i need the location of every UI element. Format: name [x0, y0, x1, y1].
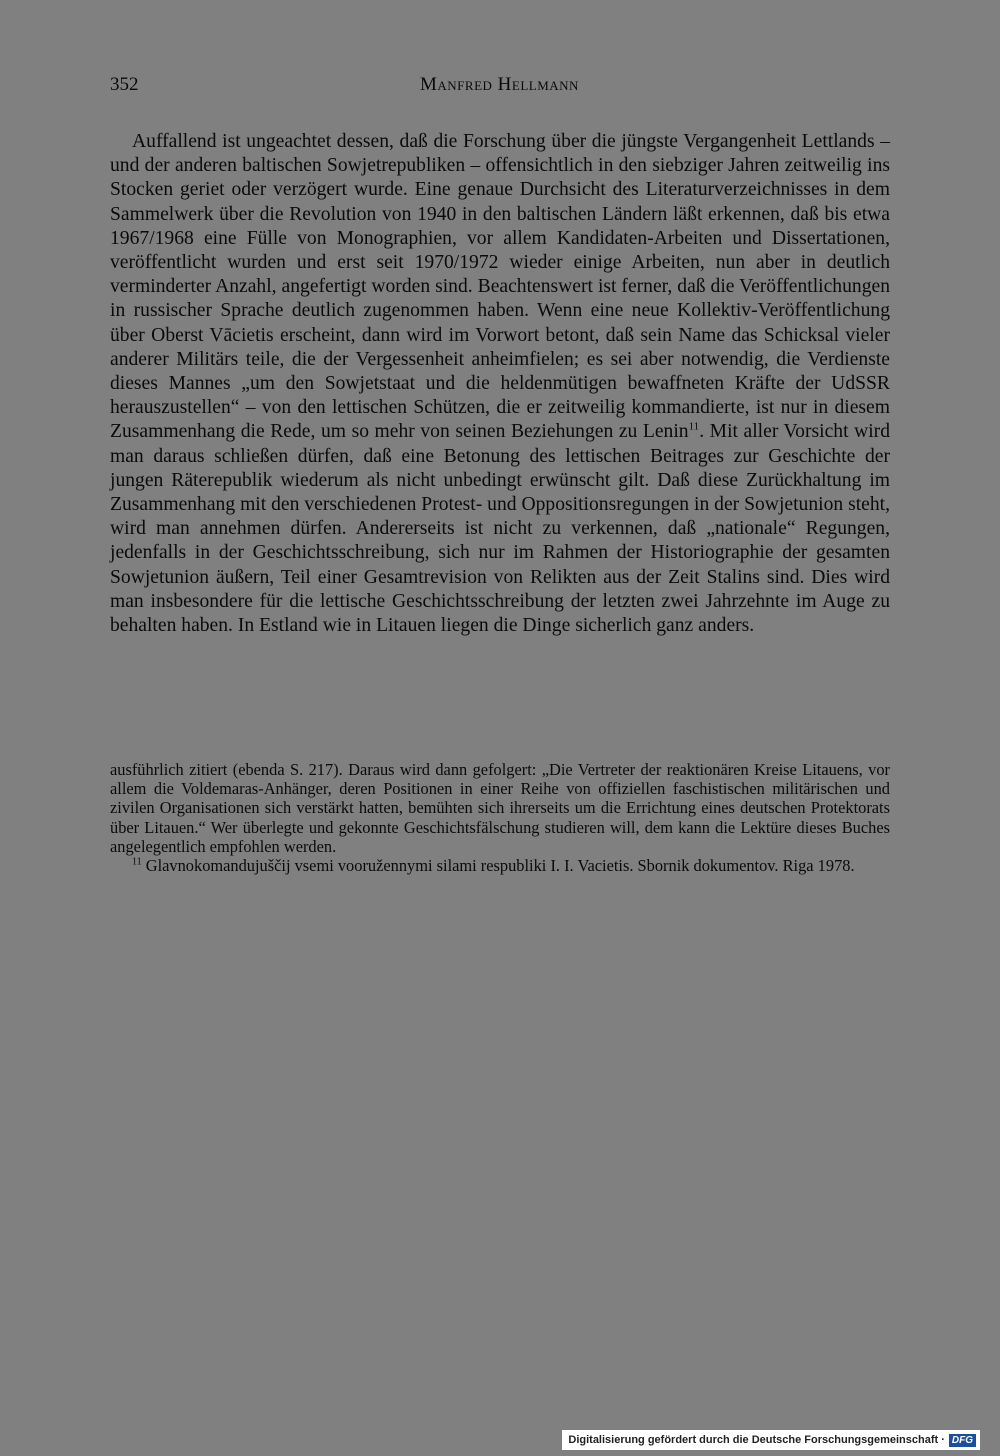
footnote-11 [110, 856, 890, 875]
paragraph-text-part-1: Auffallend ist ungeachtet dessen, daß die Forschung über die jüngste Vergangenheit Lettlands – und der anderen baltischen Sowjetrepubliken – offensichtlich in den siebziger Jahren zeitweilig ins Stocken geriet oder verzögert wurde. Eine genaue Durchsicht des Literaturverzeichnisses in dem Sammelwerk über die Revolution von 1940 in den baltischen Ländern läßt erkennen, daß bis etwa 1967/1968 eine Fülle von Monographien, vor allem Kandidaten-Arbeiten und Dissertationen, veröffentlicht wurden und erst seit 1970/1972 wieder einige Arbeiten, nun aber in deutlich verminderter Anzahl, angefertigt worden sind. Beachtenswert ist ferner, daß die Veröffentlichungen in russischer Sprache deutlich zugenommen haben. Wenn eine neue Kollektiv-Veröffentlichung über Oberst Vācietis erscheint, dann wird im Vorwort betont, daß sein Name das Schicksal vieler anderer Militärs teile, die der Vergessenheit anheimfielen; es sei aber notwendig, die Verdienste dieses Mannes „um den Sowjetstaat und die heldenmütigen bewaffneten Kräfte der UdSSR herauszustellen“ – von den lettischen Schützen, die er zeitweilig kommandierte, ist nur in diesem Zusammenhang die Rede, um so mehr von seinen Beziehungen zu Lenin [110, 131, 890, 443]
page-number: 352 [110, 74, 139, 95]
banner-text: Digitalisierung gefördert durch die Deutsche Forschungsgemeinschaft · [568, 1434, 945, 1446]
digitization-banner [562, 1430, 980, 1450]
footnote-text: Glavnokomandujuščij vsemi vooružennymi silami respubliki I. I. Vacietis. Sbornik dokumentov. Riga 1978. [145, 856, 855, 876]
main-text [110, 130, 890, 638]
footnote-continuation: ausführlich zitiert (ebenda S. 217). Daraus wird dann gefolgert: „Die Vertreter der reaktionären Kreise Litauens, vor allem die Voldemaras-Anhänger, deren Positionen in einer Reihe von offiziellen faschistischen militärischen und zivilen Organisationen sich verstärkt hatten, bemühten sich ihrerseits um die Errichtung eines deutschen Protektorats über Litauen.“ Wer überlegte und gekonnte Geschichtsfälschung studieren will, dem kann die Lektüre dieses Buches angelegentlich empfohlen werden. [110, 760, 890, 856]
dfg-logo-icon: DFG [949, 1434, 976, 1447]
footnotes [110, 760, 890, 875]
footnote-marker: 11 [132, 856, 142, 868]
paragraph [110, 130, 890, 638]
running-head: Manfred Hellmann [420, 74, 579, 95]
paragraph-text-part-2: . Mit aller Vorsicht wird man daraus schließen dürfen, daß eine Betonung des lettischen Beitrages zur Geschichte der jungen Räterepublik wiederum als nicht unbedingt erwünscht gilt. Daß diese Zurückhaltung im Zusammenhang mit den verschiedenen Protest- und Oppositionsregungen in der Sowjetunion steht, wird man annehmen dürfen. Andererseits ist nicht zu verkennen, daß „nationale“ Regungen, jedenfalls in der Geschichtsschreibung, sich nur im Rahmen der Historiographie der gesamten Sowjetunion äußern, Teil einer Gesamtrevision von Relikten aus der Zeit Stalins sind. Dies wird man insbesondere für die lettische Geschichtsschreibung der letzten zwei Jahrzehnte im Auge zu behalten haben. In Estland wie in Litauen liegen die Dinge sicherlich ganz anders. [110, 421, 890, 637]
footnote-reference: 11 [688, 420, 700, 433]
